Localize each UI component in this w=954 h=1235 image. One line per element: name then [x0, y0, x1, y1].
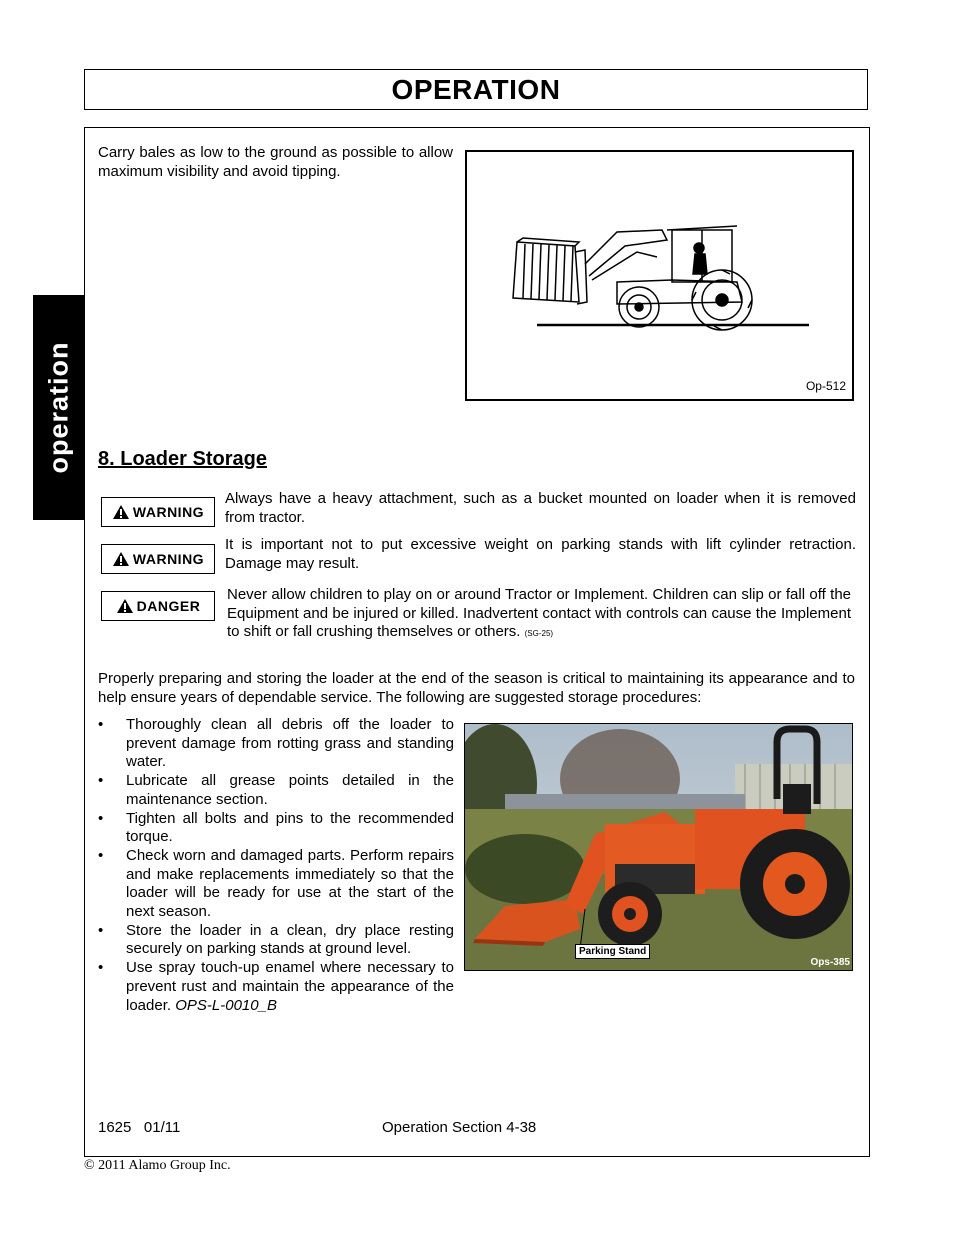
- danger-ref: (SG-25): [524, 629, 554, 639]
- list-item: • Thoroughly clean all debris off the loader to prevent damage from rotting grass and standing water.: [98, 716, 454, 772]
- list-item-ref: OPS-L-0010_B: [175, 996, 277, 1014]
- storage-procedure-list: [98, 716, 454, 1015]
- copyright: © 2011 Alamo Group Inc.: [84, 1158, 231, 1173]
- intro-text: Carry bales as low to the ground as possible to allow maximum visibility and avoid tipping.: [98, 144, 453, 180]
- list-item: • Check worn and damaged parts. Perform repairs and make replacements immediately so that the loader will be ready for use at the start of the next season.: [98, 847, 454, 922]
- warning-badge-label: WARNING: [132, 504, 205, 520]
- warning-triangle-icon: [112, 551, 130, 567]
- figure-tractor-bale: [465, 150, 854, 401]
- photo-label: Ops-385: [810, 957, 850, 968]
- warning-triangle-icon: [112, 504, 130, 520]
- danger-text: [227, 586, 851, 644]
- list-item-text: Use spray touch-up enamel where necessary to prevent rust and maintain the appearance of the loader.: [126, 959, 454, 1014]
- warning-text-2: It is important not to put excessive weight on parking stands with lift cylinder retraction. Damage may result.: [225, 536, 856, 572]
- list-item: • Tighten all bolts and pins to the recommended torque.: [98, 810, 454, 847]
- page-header: [84, 69, 868, 110]
- footer-model: 1625: [98, 1119, 132, 1136]
- warning-badge-1: [101, 497, 215, 527]
- tractor-loader-photo: [465, 724, 852, 970]
- list-item: [98, 959, 454, 1015]
- list-item: • Store the loader in a clean, dry place resting securely on parking stands at ground level.: [98, 922, 454, 959]
- danger-badge: [101, 591, 215, 621]
- danger-triangle-icon: [116, 598, 134, 614]
- footer-date: 01/11: [143, 1119, 181, 1136]
- side-tab-label: operation: [43, 341, 74, 474]
- page-title: OPERATION: [391, 73, 561, 105]
- warning-text-1: Always have a heavy attachment, such as a bucket mounted on loader when it is removed from tractor.: [225, 490, 856, 526]
- storage-paragraph: Properly preparing and storing the loader at the end of the season is critical to maintaining its appearance and to help ensure years of dependable service. The following are suggested storage procedures:: [98, 670, 855, 706]
- parking-stand-callout: Parking Stand: [575, 944, 650, 959]
- danger-badge-label: DANGER: [136, 598, 201, 614]
- list-item: • Lubricate all grease points detailed in the maintenance section.: [98, 772, 454, 809]
- footer-model-date: [98, 1119, 180, 1136]
- section-heading: 8. Loader Storage: [98, 448, 267, 470]
- warning-badge-2: [101, 544, 215, 574]
- tractor-bale-illustration: [467, 152, 852, 399]
- danger-text-body: Never allow children to play on or around Tractor or Implement. Children can slip or fall off the Equipment and be injured or killed. Inadvertent contact with controls can cause the Implement to shift or fall crushing themselves or others.: [227, 586, 851, 641]
- figure1-label: Op-512: [805, 379, 846, 393]
- photo-tractor-loader: [464, 723, 853, 971]
- footer-section: Operation Section 4-38: [382, 1119, 537, 1136]
- warning-badge-label: WARNING: [132, 551, 205, 567]
- side-tab: [33, 295, 85, 520]
